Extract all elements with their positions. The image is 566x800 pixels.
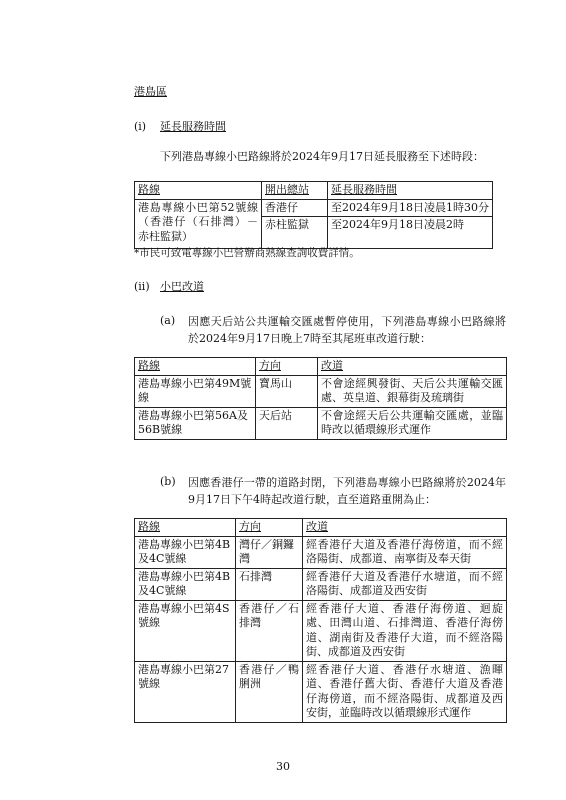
diversion-cell: 經香港仔大道、香港仔水塘道、漁暉道、香港仔舊大街、香港仔大道及香港仔海傍道，而不經洛陽街、成都道及西安街，並臨時改以循環線形式運作: [303, 661, 507, 722]
diversion-cell: 不會途經天后公共運輸交匯處，並臨時改以循環線形式運作: [318, 407, 507, 439]
time-cell: 至2024年9月18日凌晨2時: [328, 217, 493, 249]
column-header: 方向: [256, 358, 318, 376]
route-cell: 港島專線小巴第4B及4C號線: [135, 536, 236, 568]
column-header: 路線: [135, 519, 236, 537]
subsection-ii-number: (ii): [134, 280, 150, 293]
direction-cell: 香港仔／石排灣: [236, 600, 303, 661]
extended-service-table: [134, 181, 493, 249]
direction-cell: 灣仔／銅鑼灣: [236, 536, 303, 568]
route-cell: 港島專線小巴第56A及56B號線: [135, 407, 256, 439]
table-row: [135, 600, 507, 661]
route-cell: 港島專線小巴第4B及4C號線: [135, 568, 236, 600]
direction-cell: 寶馬山: [256, 375, 318, 407]
route-cell: 港島專線小巴第49M號線: [135, 375, 256, 407]
time-cell: 至2024年9月18日凌晨1時30分: [328, 199, 493, 217]
column-header: 開出總站: [262, 182, 328, 200]
route-cell: 港島專線小巴第4S號線: [135, 600, 236, 661]
table-row: [135, 199, 493, 217]
table-header-row: [135, 358, 507, 376]
direction-cell: 石排灣: [236, 568, 303, 600]
diversion-cell: 經香港仔大道及香港仔海傍道，而不經洛陽街、成都道、南寧街及奉天街: [303, 536, 507, 568]
table-row: [135, 661, 507, 722]
note-text: *市民可致電專線小巴營辦商熟線查詢收費詳情。: [134, 247, 360, 259]
direction-cell: 香港仔／鴨脷洲: [236, 661, 303, 722]
item-a-text: 因應天后站公共運輸交匯處暫停使用，下列港島專線小巴路線將於2024年9月17日晚上7時至其尾班車改道行駛：: [188, 315, 506, 345]
diversion-table-b: [134, 518, 507, 723]
table-row: [135, 407, 507, 439]
direction-cell: 天后站: [256, 407, 318, 439]
table-row: [135, 536, 507, 568]
diversion-cell: 不會途經興發街、天后公共運輸交匯處、英皇道、銀幕街及琉璃街: [318, 375, 507, 407]
column-header: 路線: [135, 358, 256, 376]
column-header: 路線: [135, 182, 262, 200]
route-cell: 港島專線小巴第52號線（香港仔（石排灣）－赤柱監獄）: [135, 199, 262, 249]
item-b-label: (b): [160, 475, 176, 488]
page-number: 30: [276, 760, 290, 773]
diversion-table-a: [134, 357, 507, 440]
route-cell: 港島專線小巴第27號線: [135, 661, 236, 722]
terminus-cell: 香港仔: [262, 199, 328, 217]
subsection-i-number: (i): [134, 120, 147, 133]
column-header: 改道: [303, 519, 507, 537]
table-row: [135, 568, 507, 600]
table-row: [135, 375, 507, 407]
diversion-cell: 經香港仔大道及香港仔水塘道，而不經洛陽街、成都道及西安街: [303, 568, 507, 600]
subsection-i-title: 延長服務時間: [160, 120, 226, 133]
table-header-row: [135, 519, 507, 537]
column-header: 方向: [236, 519, 303, 537]
column-header: 改道: [318, 358, 507, 376]
item-a-label: (a): [160, 314, 176, 327]
terminus-cell: 赤柱監獄: [262, 217, 328, 249]
section-title: 港島區: [134, 85, 167, 98]
subsection-i-intro: 下列港島專線小巴路線將於2024年9月17日延長服務至下述時段：: [160, 150, 484, 163]
diversion-cell: 經香港仔大道、香港仔海傍道、迴旋處、田灣山道、石排灣道、香港仔海傍道、湖南街及香港仔大道，而不經洛陽街、成都道及西安街: [303, 600, 507, 661]
column-header: 延長服務時間: [328, 182, 493, 200]
subsection-ii-title: 小巴改道: [160, 280, 204, 293]
item-b-text: 因應香港仔一帶的道路封閉，下列港島專線小巴路線將於2024年9月17日下午4時起改道行駛，直至道路重開為止：: [188, 476, 506, 506]
table-header-row: [135, 182, 493, 200]
